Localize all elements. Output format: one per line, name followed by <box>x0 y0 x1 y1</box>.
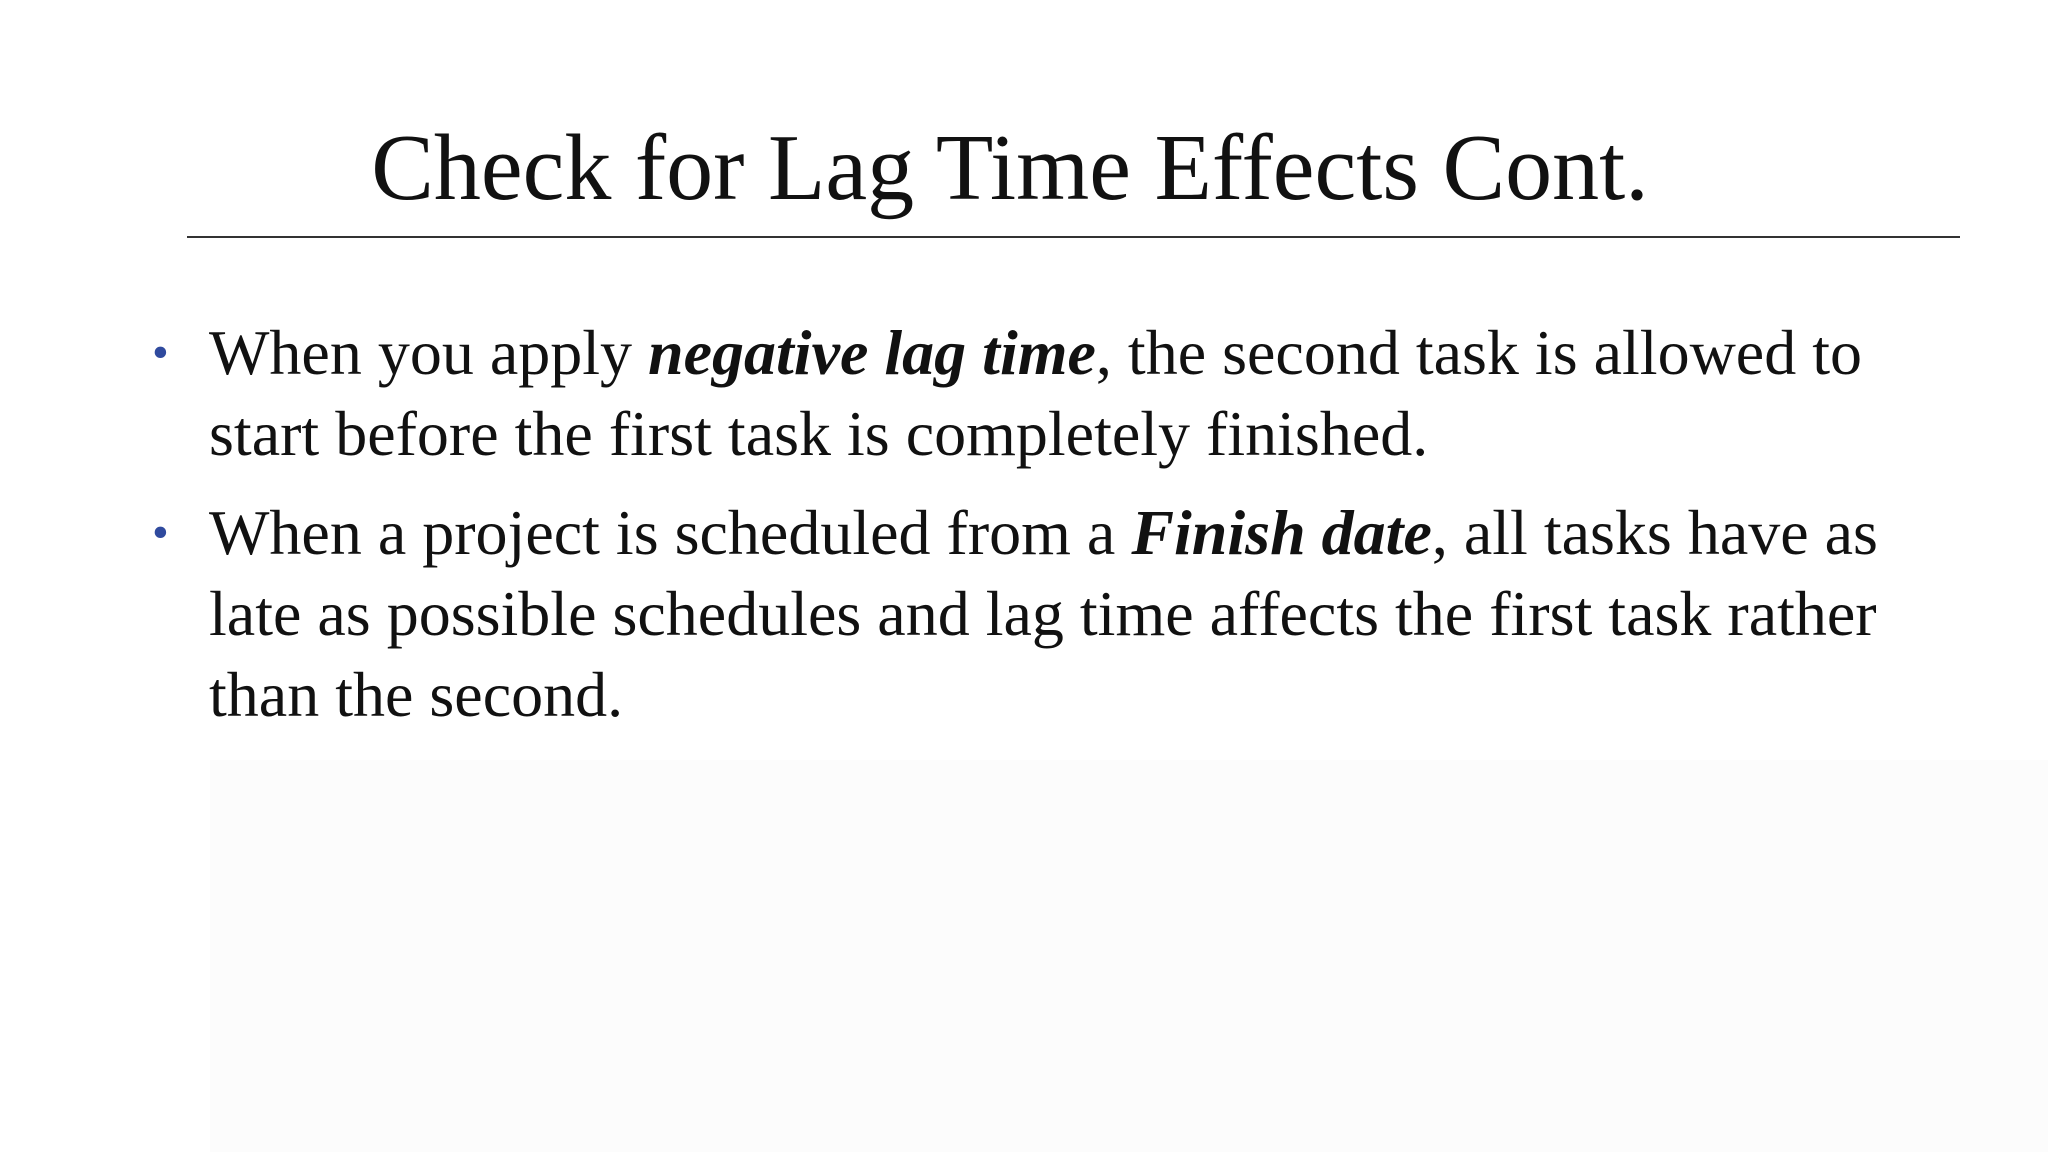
bullet-icon: • <box>152 506 169 559</box>
bullet-emphasis: Finish date <box>1131 497 1432 568</box>
bullet-list <box>0 312 2048 753</box>
bullet-text-end: , the second task is allowed to start before the first task is completely finished. <box>209 317 1862 469</box>
slide-title: Check for Lag Time Effects Cont. <box>371 116 1649 220</box>
bullet-text-start: When a project is scheduled from a <box>209 497 1132 568</box>
content-placeholder-area <box>210 760 2048 1152</box>
bullet-item-negative-lag <box>0 312 1969 474</box>
bullet-emphasis: negative lag time <box>648 317 1096 388</box>
bullet-item-finish-date <box>0 492 1969 735</box>
title-divider <box>187 236 1960 238</box>
bullet-text-start: When you apply <box>209 317 648 388</box>
bullet-text-end: , all tasks have as late as possible schedules and lag time affects the first task rather than the second. <box>209 497 1878 730</box>
bullet-icon: • <box>152 326 169 379</box>
